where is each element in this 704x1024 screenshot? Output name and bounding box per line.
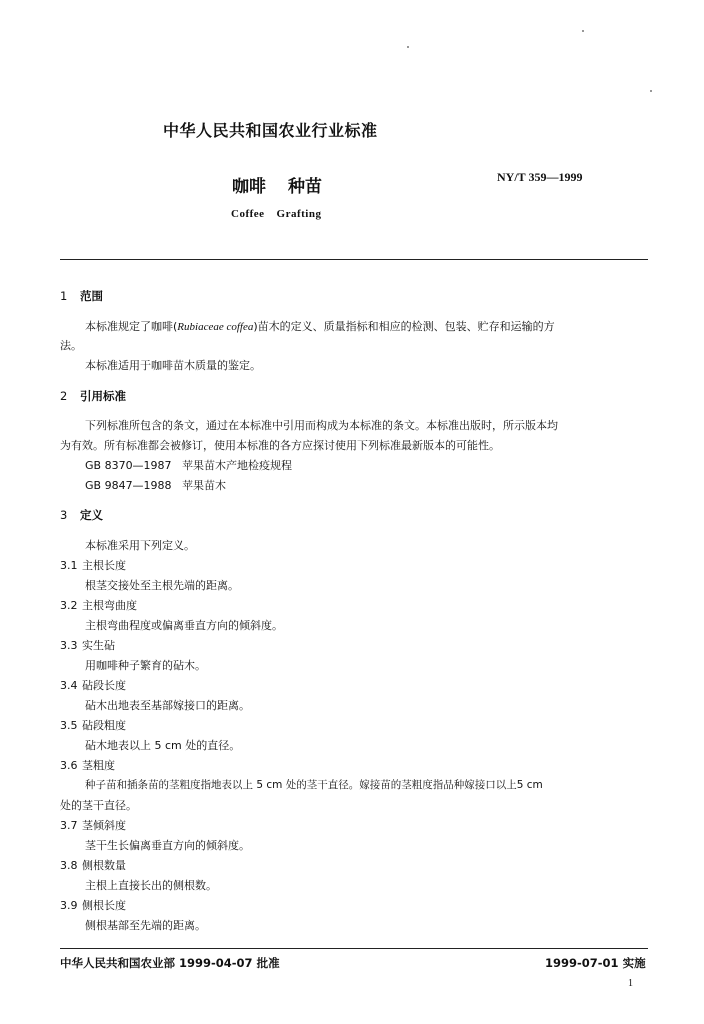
definition-number: 3.4 xyxy=(60,679,78,692)
definition-term: 主根长度 xyxy=(82,559,126,572)
section-3-intro: 本标准采用下列定义。 xyxy=(85,539,195,552)
definition-heading xyxy=(60,857,126,873)
definition-number: 3.2 xyxy=(60,599,78,612)
definition-number: 3.5 xyxy=(60,719,78,732)
definition-term: 砧段长度 xyxy=(82,679,126,692)
document-title-cn xyxy=(232,172,322,197)
section-1-paragraph-1-cont: 法。 xyxy=(60,339,82,352)
definition-number: 3.7 xyxy=(60,819,78,832)
latin-name: Rubiaceae coffea xyxy=(177,321,254,333)
section-1-heading xyxy=(60,288,103,304)
section-number: 1 xyxy=(60,289,68,303)
section-title: 范围 xyxy=(80,289,103,303)
reference-2: GB 9847—1988 苹果苗木 xyxy=(85,479,227,492)
definition-term: 砧段粗度 xyxy=(82,719,126,732)
section-title: 定义 xyxy=(80,508,103,522)
section-title: 引用标准 xyxy=(80,389,126,403)
definition-heading xyxy=(60,637,115,653)
definition-number: 3.3 xyxy=(60,639,78,652)
definition-text: 主根弯曲程度或偏离垂直方向的倾斜度。 xyxy=(85,619,283,632)
scan-speck xyxy=(582,30,584,32)
definition-text: 用咖啡种子繁育的砧木。 xyxy=(85,659,206,672)
definition-heading xyxy=(60,717,126,733)
definition-term: 茎粗度 xyxy=(82,759,115,772)
definition-text-cont: 处的茎干直径。 xyxy=(60,799,137,812)
standard-name: 中华人民共和国农业行业标准 xyxy=(163,121,378,140)
section-1-paragraph-1 xyxy=(85,318,555,334)
definition-text: 茎干生长偏离垂直方向的倾斜度。 xyxy=(85,839,250,852)
section-3-heading xyxy=(60,507,103,523)
definition-number: 3.8 xyxy=(60,859,78,872)
definition-text: 种子苗和插条苗的茎粗度指地表以上 5 cm 处的茎干直径。嫁接苗的茎粗度指品种嫁接口以上5 cm xyxy=(85,779,543,791)
title-en-part1: Coffee xyxy=(231,208,265,220)
reference-1: GB 8370—1987 苹果苗木产地检疫规程 xyxy=(85,459,293,472)
definition-term: 实生砧 xyxy=(82,639,115,652)
definition-text: 砧木地表以上 5 cm 处的直径。 xyxy=(85,739,241,752)
section-2-heading xyxy=(60,388,126,404)
standard-code: NY/T 359—1999 xyxy=(497,170,583,184)
section-number: 3 xyxy=(60,508,68,522)
definition-term: 主根弯曲度 xyxy=(82,599,137,612)
text-run: 本标准规定了咖啡( xyxy=(85,320,178,333)
bottom-divider xyxy=(60,948,648,949)
definition-term: 侧根长度 xyxy=(82,899,126,912)
definition-text: 砧木出地表至基部嫁接口的距离。 xyxy=(85,699,250,712)
definition-number: 3.1 xyxy=(60,559,78,572)
section-1-paragraph-2: 本标准适用于咖啡苗木质量的鉴定。 xyxy=(85,359,261,372)
definition-text: 主根上直接长出的侧根数。 xyxy=(85,879,217,892)
definition-term: 侧根数量 xyxy=(82,859,126,872)
text-run: )苗木的定义、质量指标和相应的检测、包装、贮存和运输的方 xyxy=(253,320,555,333)
section-2-paragraph-line-1: 下列标准所包含的条文，通过在本标准中引用而构成为本标准的条文。本标准出版时，所示版本均 xyxy=(85,419,558,432)
document-title-en xyxy=(231,208,322,220)
section-2-paragraph-line-2: 为有效。所有标准都会被修订，使用本标准的各方应探讨使用下列标准最新版本的可能性。 xyxy=(60,439,500,452)
approval-line: 中华人民共和国农业部 1999-04-07 批准 xyxy=(60,956,280,970)
scan-speck xyxy=(650,90,652,92)
definition-text: 根茎交接处至主根先端的距离。 xyxy=(85,579,239,592)
page-number: 1 xyxy=(628,978,633,989)
definition-heading xyxy=(60,817,126,833)
definition-heading xyxy=(60,677,126,693)
definition-heading xyxy=(60,757,115,773)
scan-speck xyxy=(407,46,409,48)
title-cn-part1: 咖啡 xyxy=(232,177,266,197)
definition-heading xyxy=(60,897,126,913)
title-cn-part2: 种苗 xyxy=(288,177,322,197)
definition-text: 侧根基部至先端的距离。 xyxy=(85,919,206,932)
title-en-part2: Grafting xyxy=(276,208,322,220)
definition-term: 茎倾斜度 xyxy=(82,819,126,832)
definition-number: 3.9 xyxy=(60,899,78,912)
implementation-date: 1999-07-01 实施 xyxy=(545,956,646,970)
definition-heading xyxy=(60,557,126,573)
definition-number: 3.6 xyxy=(60,759,78,772)
definition-heading xyxy=(60,597,137,613)
section-number: 2 xyxy=(60,389,68,403)
top-divider xyxy=(60,259,648,260)
